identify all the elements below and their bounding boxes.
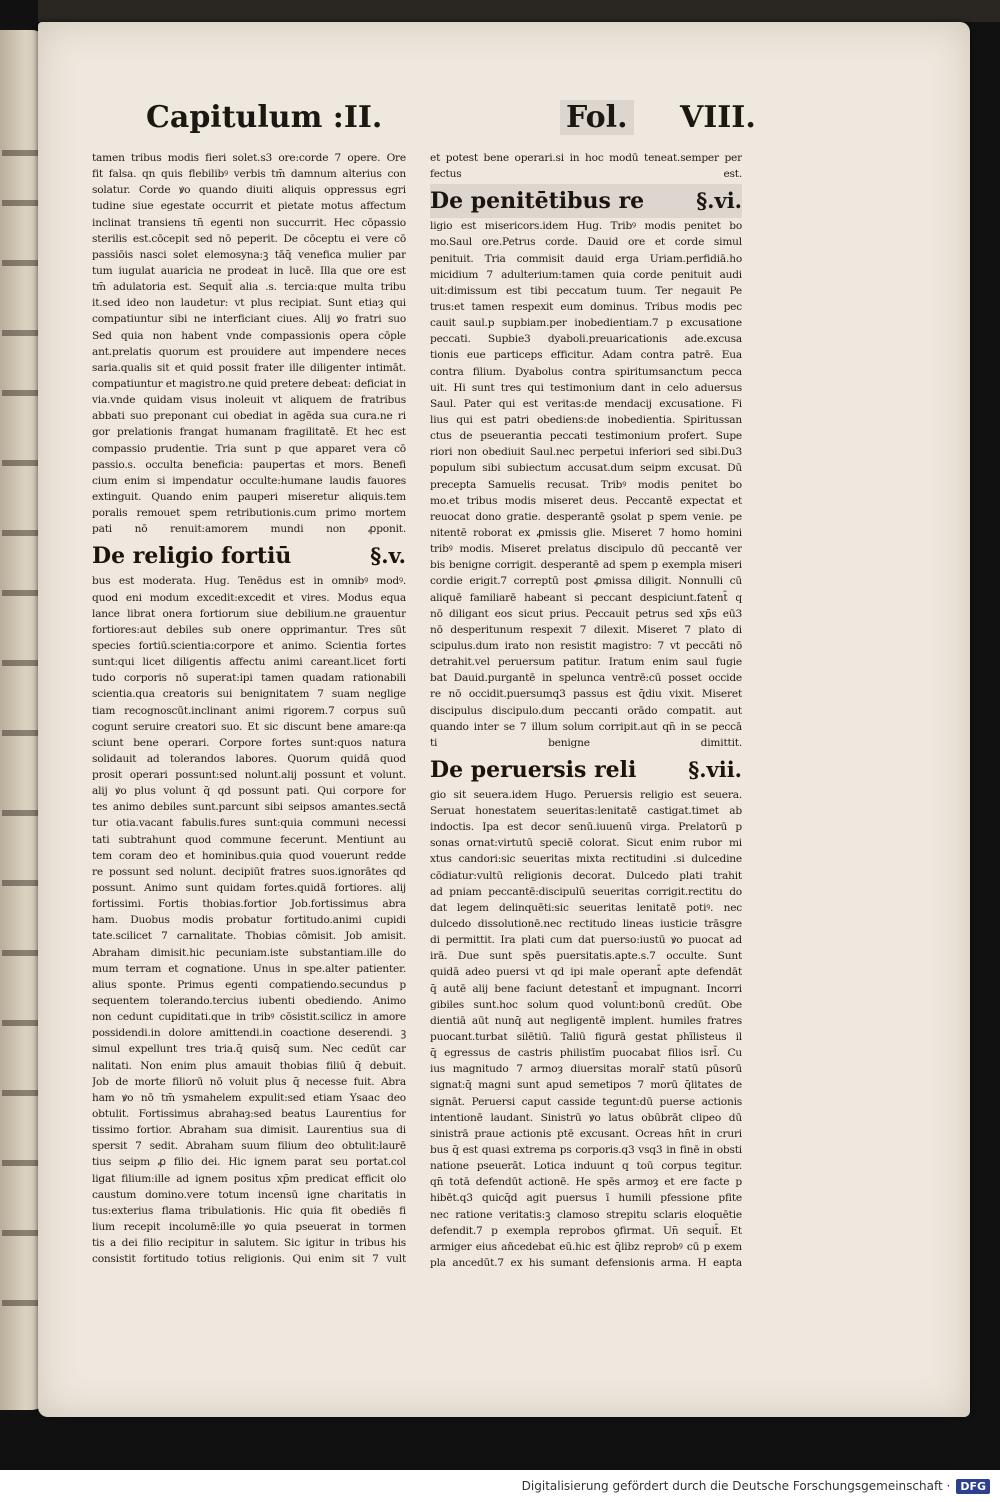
text-line: ligio est misericors.idem Hug. Tribꝰ modis penitet bo <box>430 220 742 233</box>
text-line: Sed quia non habent vnde compassionis opera cōple <box>92 329 406 342</box>
text-line: signat:q̄ magni sunt apud semetipos 7 morū q̄litates de <box>430 1079 742 1092</box>
text-line: tus:exterius flama tribulationis. Hic quia fit obediēs fi <box>92 1204 406 1217</box>
text-line: discipulus discipulo.dum peccanti orādo compatit. aut <box>430 704 742 717</box>
text-line: dulcedo dissolutionē.nec rectitudo lineas iusticie trāsgre <box>430 918 742 931</box>
text-line: uit. Hi sunt tres qui testimonium dant in celo aduersus <box>430 381 742 394</box>
text-line: nō diligant eos sicut prius. Peccauit petrus sed xp̄s eū3 <box>430 607 742 620</box>
text-line: ant.prelatis quorum est prouidere aut impendere neces <box>92 345 406 358</box>
text-line: di permittit. Ira plati cum dat puerso:iustū ꝟo puocat ad <box>430 934 742 947</box>
text-line: lance librat onera fortiorum siue debilium.ne grauentur <box>92 607 406 620</box>
text-line: detrahit.vel peruersum patitur. Iratum enim saul fugie <box>430 656 742 669</box>
text-line: bus q̄ est quasi extrema ps corporis.q3 vsq3 in finē in obsti <box>430 1144 742 1157</box>
digitization-footer <box>0 1470 1000 1502</box>
text-line: tate.scilicet 7 carnalitate. Thobias cōmisit. Job amisit. <box>92 930 406 943</box>
text-line: puocant.turbat silētiū. Taliū figurā gestat phīlisteus il <box>430 1031 742 1044</box>
text-line: irā. Due sunt spēs puersitatis.apte.s.7 occulte. Sunt <box>430 950 742 963</box>
text-line: penituit. Tria commisit dauid erga Uriam.perfidiā.ho <box>430 252 742 265</box>
text-line: tiam recognoscūt.inclinant animi rigorem.7 corpus suū <box>92 704 406 717</box>
text-line: cōdiatur:vultū religionis decorat. Dulcedo plati trahit <box>430 869 742 882</box>
text-line: armiger eius añcedebat eū.hic est q̄libz reprobꝰ cū p exem <box>430 1240 742 1253</box>
text-line: Job de morte filiorū nō voluit plus q̄ necesse fuit. Abra <box>92 1075 406 1088</box>
text-line: cordie erigit.7 correptū post ꝓmissa diligit. Nonnulli cū <box>430 575 742 588</box>
dfg-logo: DFG <box>956 1479 990 1494</box>
funding-notice: Digitalisierung gefördert durch die Deutsche Forschungsgemeinschaft · <box>521 1479 951 1493</box>
text-line: xtus candori:sic seueritas mixta rectitudini .si dulcedine <box>430 853 742 866</box>
section-number: §.vii. <box>688 756 742 782</box>
text-line: sciunt bene operari. Corpore fortes sunt:quos natura <box>92 736 406 749</box>
section-title: De peruersis reli <box>430 756 637 783</box>
text-line: prosit operari possunt:sed nolunt.alij possunt et volunt. <box>92 769 406 782</box>
right-text-block-a <box>430 150 742 182</box>
left-text-block-a <box>92 150 406 537</box>
section-title: De penitētibus re <box>430 188 645 215</box>
running-head-left <box>146 100 382 135</box>
text-line: possunt. Animo sunt quidam fortes.quidā fortiores. alij <box>92 882 406 895</box>
right-text-column <box>430 150 742 1271</box>
text-line: tius seipm ꝓ filio dei. Hic ignem parat seu portat.col <box>92 1156 406 1169</box>
text-line: abbati suo preponant cui obediat in agēda sua cura.ne ri <box>92 410 406 423</box>
text-line: signāt. Peruersi caput casside tegunt:dū puerse actionis <box>430 1095 742 1108</box>
right-text-block-b <box>430 218 742 751</box>
text-line: tem coram deo et hominibus.quia quod vouerunt redde <box>92 849 406 862</box>
text-line: cogunt seruire creatori suo. Et sic discunt bene amare:qa <box>92 720 406 733</box>
text-line: gibiles sunt.hoc solum quod volunt:bonū credūt. Obe <box>430 998 742 1011</box>
section-number: §.v. <box>370 543 406 569</box>
text-line: mo.Saul ore.Petrus corde. Dauid ore et corde simul <box>430 236 742 249</box>
text-line: compassio prudentie. Tria sunt p que apparet vera cō <box>92 442 406 455</box>
text-line: tur otia.vacant fabulis.fures sunt:quia communi necessi <box>92 817 406 830</box>
text-line: lius qui est patri obediens:de inobedientia. Spiritussan <box>430 413 742 426</box>
text-line: alij ꝟo plus volunt q̄ qd possunt pati. Qui corpore for <box>92 785 406 798</box>
text-line: qn̄ totā defendūt actionē. He spēs armoȝ et ere facte p <box>430 1176 742 1189</box>
text-line: q̄ egressus de castris philistīm puocabat filios isrl̄. Cu <box>430 1047 742 1060</box>
section-heading-v <box>92 539 406 573</box>
text-line: mum terram et cognatione. Unus in spe.alter patienter. <box>92 962 406 975</box>
text-line: indoctis. Ipa est decor senū.iuuenū virga. Prelatorū p <box>430 821 742 834</box>
text-line: sunt:qui licet diligentis affectu animi careant.licet forti <box>92 656 406 669</box>
text-line: passio.s. occulta beneficia: paupertas et mors. Benefi <box>92 458 406 471</box>
section-heading-vii <box>430 753 742 787</box>
text-line: precepta Samuelis recusat. Tribꝰ modis penitet bo <box>430 478 742 491</box>
text-line: re nō occidit.puersumq3 passus est q̄diu vixit. Miseret <box>430 688 742 701</box>
text-line: bis benigne corrigit. desperantē ad spem p exempla miseri <box>430 559 742 572</box>
text-line: ham ꝟo nō tm̄ ysmahelem expulit:sed etiam Ysaac deo <box>92 1091 406 1104</box>
text-line: intentionē laudant. Sinistrū ꝟo latus obūbrāt clipeo dū <box>430 1111 742 1124</box>
text-line: ti benigne dimittit. <box>430 736 742 749</box>
text-line: compatiuntur et magistro.ne quid pretere debeat: deficiat in <box>92 377 406 390</box>
text-line: non cedunt cupiditati.que in tribꝰ cōsistit.scilicz in amore <box>92 1011 406 1024</box>
text-line: obtulit. Fortissimus abrahaȝ:sed beatus Laurentius for <box>92 1108 406 1121</box>
text-line: solidauit ad tolerandos labores. Quorum quidā quod <box>92 752 406 765</box>
text-line: et potest bene operari.si in hoc modū teneat.semper per <box>430 152 742 164</box>
chapter-label: Capitulum <box>146 100 323 135</box>
text-line: hibēt.q3 quicq̄d agit puersus ī humili pfessione pfite <box>430 1192 742 1205</box>
text-line: cauit saul.p supbiam.per inobedientiam.7 p excusatione <box>430 317 742 330</box>
text-line: ius magnitudo 7 armoȝ diuersitas moralr̄ statū pūsorū <box>430 1063 742 1076</box>
text-line: q̄ autē alij bene faciunt detestant̄ et impugnant. Incorri <box>430 982 742 995</box>
text-line: quod eni modum excedit:excedit et vires. Modus equa <box>92 591 406 604</box>
text-line: nitentē roborat ex ꝓmissis glie. Miseret 7 homo homini <box>430 526 742 539</box>
text-line: quidā adeo puersi vt qd ipi male operant̄ apte defendāt <box>430 966 742 979</box>
text-line: sterilis est.cōcepit sed nō peperit. De cōceptu ei vere cō <box>92 232 406 245</box>
text-line: fectus est. <box>430 168 742 181</box>
text-line: passiōis nasci solet elemosyna:ꝫ tāq̄ venefica mulier par <box>92 248 406 261</box>
text-line: sequentem tolerando.tercius iubenti obediendo. Animo <box>92 995 406 1008</box>
right-text-block-c <box>430 787 742 1271</box>
text-line: tm̄ adulatoria est. Sequit̄ alia .s. tercia:que multa tribu <box>92 281 406 294</box>
text-line: compatiuntur sibi ne interficiant ciues. Alij ꝟo fratri suo <box>92 313 406 326</box>
text-line: tati subtrahunt quod commune fecerunt. Mentiunt au <box>92 833 406 846</box>
text-line: species fortiū.scientia:corpore et animo. Scientia fortes <box>92 639 406 652</box>
text-line: possidendi.in dolore amittendi.in coactione deserendi. ꝫ <box>92 1027 406 1040</box>
text-line: Seruat honestatem seueritas:lenitatē castigat.timet ab <box>430 805 742 818</box>
text-line: cium enim si impendatur occulte:humane laudis fauores <box>92 474 406 487</box>
text-line: Saul. Pater qui est veritas:de mendacij excusatione. Fi <box>430 397 742 410</box>
text-line: natione pseuerāt. Lotica induunt q toū corpus tegitur. <box>430 1160 742 1173</box>
folio-number: VIII. <box>679 100 756 135</box>
text-line: tes animo debiles sunt.parcunt sibi seipsos amantes.sectā <box>92 801 406 814</box>
text-line: ad pniam peccantē:discipulū seueritas corrigit.rectitu do <box>430 885 742 898</box>
text-line: reuocat dono gratie. desperantē ꝯsolat p spem venie. pe <box>430 510 742 523</box>
text-line: populum sibi subiectum accusat.dum seipm excusat. Dū <box>430 462 742 475</box>
running-head-right <box>560 100 756 135</box>
text-line: scipulus.dum irato non resistit magistro: 7 vt peccāti nō <box>430 639 742 652</box>
text-line: inclinat transiens tn̄ egenti non succurrit. Hec cōpassio <box>92 216 406 229</box>
text-line: spersit 7 sedit. Abraham suum filium deo obtulit:laurē <box>92 1140 406 1153</box>
folio-label: Fol. <box>560 100 634 135</box>
text-line: extinguit. Quando enim pauperi miseretur aliquis.tem <box>92 490 406 503</box>
text-line: alius sponte. Primus egenti compatiendo.secundus p <box>92 978 406 991</box>
text-line: fortissimi. Fortis thobias.fortior Job.fortissimus abra <box>92 898 406 911</box>
text-line: bus est moderata. Hug. Tenēdus est in omnibꝰ modꝰ. <box>92 575 406 588</box>
text-line: dat legem delinquēti:sic seueritas lenitatē potiꝰ. nec <box>430 901 742 914</box>
text-line: ctus de pseuerantia peccati testimonium profert. Supe <box>430 430 742 443</box>
text-line: ligat filium:ille ad ignem positus xp̄m predicat efficit olo <box>92 1172 406 1185</box>
text-line: solatur. Corde ꝟo quando diuiti aliquis oppressus egri <box>92 184 406 197</box>
text-line: caustum domino.vere totum incensū igne charitatis in <box>92 1188 406 1201</box>
chapter-number: :II. <box>332 100 383 135</box>
text-line: tudo corporis nō superat:ipi tamen quadam rationabili <box>92 672 406 685</box>
text-line: simul expellunt tres tria.q̄ quisq̄ sum. Nec cedūt car <box>92 1043 406 1056</box>
text-line: nalitati. Non enim plus amauit thobias filiū q̄ debuit. <box>92 1059 406 1072</box>
section-number: §.vi. <box>696 188 742 214</box>
text-line: lium recepit incolumē:ille ꝟo quia pseuerat in tormen <box>92 1221 406 1233</box>
text-line: tudine siue egestate occurrit et pietate motus affectum <box>92 200 406 213</box>
text-line: tribꝰ modis. Miseret prelatus discipulo dū peccantē ver <box>430 543 742 556</box>
text-line: ham. Duobus modis probatur fortitudo.animi cupidi <box>92 914 406 927</box>
text-line: consistit fortitudo totius religionis. Qui enim sit 7 vult <box>92 1253 406 1266</box>
text-line: re possunt sed nolunt. decipiūt fratres suos.ignorātes qd <box>92 865 406 878</box>
text-line: saria.qualis sit et quid possit frater ille diligenter intimāt. <box>92 361 406 374</box>
text-line: Abraham dimisit.hic pecuniam.iste substantiam.ille do <box>92 946 406 959</box>
text-line: nec ratione veritatis:ꝫ clamoso strepitu sclaris eloquētie <box>430 1208 742 1221</box>
text-line: gor prelationis frangat humanam fragilitatē. Et hec est <box>92 426 406 439</box>
left-text-column <box>92 150 406 1267</box>
text-line: micidium 7 adulterium:tamen quia corde penituit audi <box>430 268 742 281</box>
text-line: via.vnde quidam visus inoleuit vt aliquem de fratribus <box>92 394 406 407</box>
section-title: De religio fortiū <box>92 543 292 570</box>
section-heading-vi <box>430 184 742 218</box>
text-line: sinistrā praue actionis ptē excusant. Ocreas hn̄t in cruri <box>430 1127 742 1140</box>
text-line: dientiā aūt nunq̄ aut negligentē implent. humiles fratres <box>430 1014 742 1027</box>
text-line: uit:dimissum est tibi peccatum tuum. Ter negauit Pe <box>430 284 742 297</box>
text-line: poralis remouet spem retributionis.cum primo mortem <box>92 507 406 520</box>
text-line: aliquē familiarē habeant si peccant despiciunt.fatent̄ q <box>430 591 742 604</box>
text-line: fortiores:aut debiles sub onere opprimantur. Tres sūt <box>92 623 406 636</box>
text-line: sonas ornat:virtutū speciē colorat. Sicut enim rubor mi <box>430 837 742 850</box>
text-line: it.sed ideo non laudetur: vt plus recipiat. Sunt etiaȝ qui <box>92 297 406 310</box>
text-line: contra filium. Dyabolus contra spiritumsanctum pecca <box>430 365 742 378</box>
left-text-block-b <box>92 573 406 1267</box>
text-line: quando inter se 7 illum solum corripit.aut qn̄ in se peccā <box>430 720 742 733</box>
text-line: scientia.qua creatoris sui benignitatem 7 suam neglige <box>92 688 406 701</box>
text-line: peccati. Supbie3 dyaboli.preuaricationis ade.excusa <box>430 333 742 346</box>
text-line: tionis eue particeps efficitur. Adam contra patrē. Eua <box>430 349 742 362</box>
text-line: tis a dei filio recipitur in salutem. Sic igitur in tribus his <box>92 1237 406 1250</box>
text-line: bat Dauid.purgantē in spelunca ventrē:cū posset occide <box>430 672 742 685</box>
text-line: mo.et tribus modis miseret deus. Peccantē expectat et <box>430 494 742 507</box>
text-line: tamen tribus modis fieri solet.s3 ore:corde 7 opere. Ore <box>92 152 406 164</box>
text-line: tissimo fortior. Abraham sua dimisit. Laurentius sua di <box>92 1124 406 1137</box>
text-line: pati nō renuit:amorem mundi non ꝓponit. <box>92 523 406 536</box>
scan-top-edge <box>38 0 1000 22</box>
text-line: pla ancedūt.7 ex his sumant defensionis arma. H eapta <box>430 1257 742 1269</box>
text-line: gio sit seuera.idem Hugo. Peruersis religio est seuera. <box>430 788 742 801</box>
text-line: trus:et tamen respexit eum dominus. Tribus modis pec <box>430 300 742 313</box>
text-line: tum iugulat auaricia ne prodeat in lucē. Illa que ore est <box>92 264 406 277</box>
text-line: defendit.7 p exempla reprobos ꝯfirmat. Un̄ sequit̄. Et <box>430 1224 742 1237</box>
text-line: fit falsa. qn quis flebilibꝰ verbis tm̄ damnum alterius con <box>92 168 406 181</box>
text-line: riori non obediuit Saul.nec perpetui inferiori sed sibi.Du3 <box>430 446 742 459</box>
text-line: nō desperitunum respexit 7 dilexit. Miseret 7 plato di <box>430 623 742 636</box>
